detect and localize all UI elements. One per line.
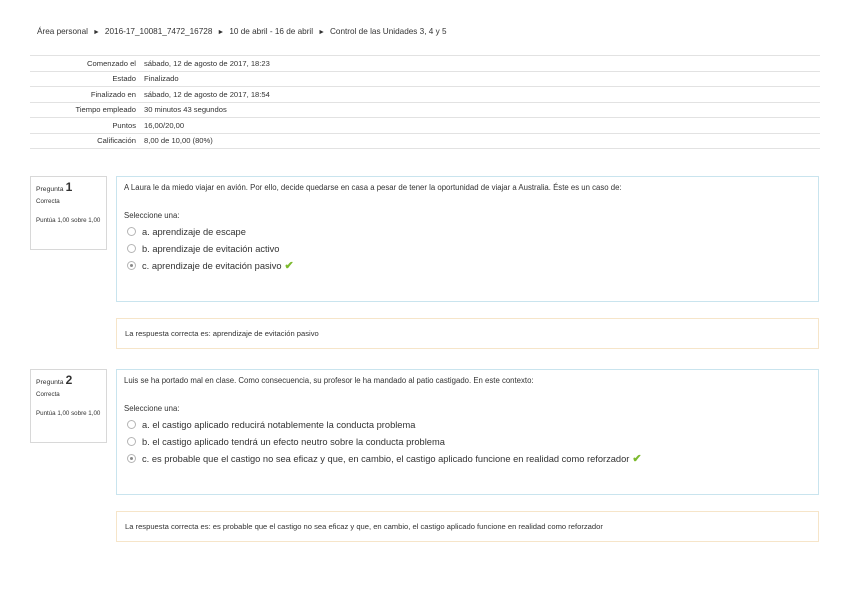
question-state: Correcta bbox=[36, 198, 60, 205]
summary-label: Comenzado el bbox=[30, 56, 140, 72]
question-prefix: Pregunta bbox=[36, 379, 64, 386]
question-text: A Laura le da miedo viajar en avión. Por ello, decide quedarse en casa a pesar de tener la oportunidad de viajar a Australia. Éste es un caso de: bbox=[124, 183, 622, 192]
summary-label: Puntos bbox=[30, 118, 140, 134]
summary-label: Finalizado en bbox=[30, 87, 140, 103]
answer-option-label: b. el castigo aplicado tendrá un efecto neutro sobre la conducta problema bbox=[142, 437, 445, 447]
answer-option[interactable] bbox=[124, 434, 811, 451]
answer-option-label: a. aprendizaje de escape bbox=[142, 227, 246, 237]
radio-button[interactable] bbox=[127, 244, 136, 253]
question-2-content bbox=[116, 369, 819, 495]
answer-prompt: Seleccione una: bbox=[124, 404, 180, 413]
summary-row-grade bbox=[30, 133, 820, 149]
summary-row-points bbox=[30, 118, 820, 134]
question-grade: Puntúa 1,00 sobre 1,00 bbox=[36, 217, 101, 224]
question-1-info bbox=[30, 176, 107, 250]
check-icon: ✔ bbox=[284, 260, 294, 272]
answer-option-label: a. el castigo aplicado reducirá notablemente la conducta problema bbox=[142, 420, 416, 430]
breadcrumb-home-link[interactable]: Área personal bbox=[37, 27, 88, 36]
answer-option-label: c. aprendizaje de evitación pasivo bbox=[142, 261, 282, 271]
radio-button[interactable] bbox=[127, 227, 136, 236]
check-icon: ✔ bbox=[632, 453, 642, 465]
answer-option-selected[interactable] bbox=[124, 258, 811, 275]
summary-label: Calificación bbox=[30, 133, 140, 149]
answer-option[interactable] bbox=[124, 224, 811, 241]
question-grade: Puntúa 1,00 sobre 1,00 bbox=[36, 410, 101, 417]
question-number bbox=[36, 373, 101, 387]
summary-row-started bbox=[30, 56, 820, 72]
triangle-right-icon: ► bbox=[318, 29, 326, 36]
breadcrumb-quiz-link[interactable]: Control de las Unidades 3, 4 y 5 bbox=[330, 27, 447, 36]
question-text: Luis se ha portado mal en clase. Como consecuencia, su profesor le ha mandado al patio castigado. En este contexto: bbox=[124, 376, 534, 385]
triangle-right-icon: ► bbox=[92, 29, 100, 36]
summary-value: 16,00/20,00 bbox=[140, 118, 820, 134]
answer-prompt: Seleccione una: bbox=[124, 211, 180, 220]
triangle-right-icon: ► bbox=[217, 29, 225, 36]
answer-option[interactable] bbox=[124, 417, 811, 434]
question-prefix: Pregunta bbox=[36, 186, 64, 193]
radio-button[interactable] bbox=[127, 437, 136, 446]
question-1-feedback: La respuesta correcta es: aprendizaje de evitación pasivo bbox=[116, 318, 819, 349]
radio-button-checked[interactable] bbox=[127, 454, 136, 463]
question-1-content bbox=[116, 176, 819, 302]
question-2-feedback: La respuesta correcta es: es probable que el castigo no sea eficaz y que, en cambio, el castigo aplicado funcione en realidad como reforzador bbox=[116, 511, 819, 542]
question-number-value: 2 bbox=[65, 373, 73, 387]
breadcrumb bbox=[37, 27, 447, 36]
summary-label: Estado bbox=[30, 71, 140, 87]
summary-row-finished bbox=[30, 87, 820, 103]
summary-value: sábado, 12 de agosto de 2017, 18:54 bbox=[140, 87, 820, 103]
summary-value: 30 minutos 43 segundos bbox=[140, 102, 820, 118]
radio-button-checked[interactable] bbox=[127, 261, 136, 270]
radio-button[interactable] bbox=[127, 420, 136, 429]
question-number-value: 1 bbox=[65, 180, 73, 194]
breadcrumb-week-link[interactable]: 10 de abril - 16 de abril bbox=[229, 27, 314, 36]
summary-value: Finalizado bbox=[140, 71, 820, 87]
attempt-summary-table bbox=[30, 55, 820, 149]
answer-option-selected[interactable] bbox=[124, 451, 811, 468]
question-number bbox=[36, 180, 101, 194]
breadcrumb-course-link[interactable]: 2016-17_10081_7472_16728 bbox=[104, 27, 213, 36]
question-2-info bbox=[30, 369, 107, 443]
answer-option-label: c. es probable que el castigo no sea eficaz y que, en cambio, el castigo aplicado funcione en realidad como reforzador bbox=[142, 454, 630, 464]
summary-value: sábado, 12 de agosto de 2017, 18:23 bbox=[140, 56, 820, 72]
summary-label: Tiempo empleado bbox=[30, 102, 140, 118]
summary-value: 8,00 de 10,00 (80%) bbox=[140, 133, 820, 149]
summary-row-time bbox=[30, 102, 820, 118]
answer-option[interactable] bbox=[124, 241, 811, 258]
summary-row-state bbox=[30, 71, 820, 87]
question-state: Correcta bbox=[36, 391, 60, 398]
answer-option-label: b. aprendizaje de evitación activo bbox=[142, 244, 280, 254]
